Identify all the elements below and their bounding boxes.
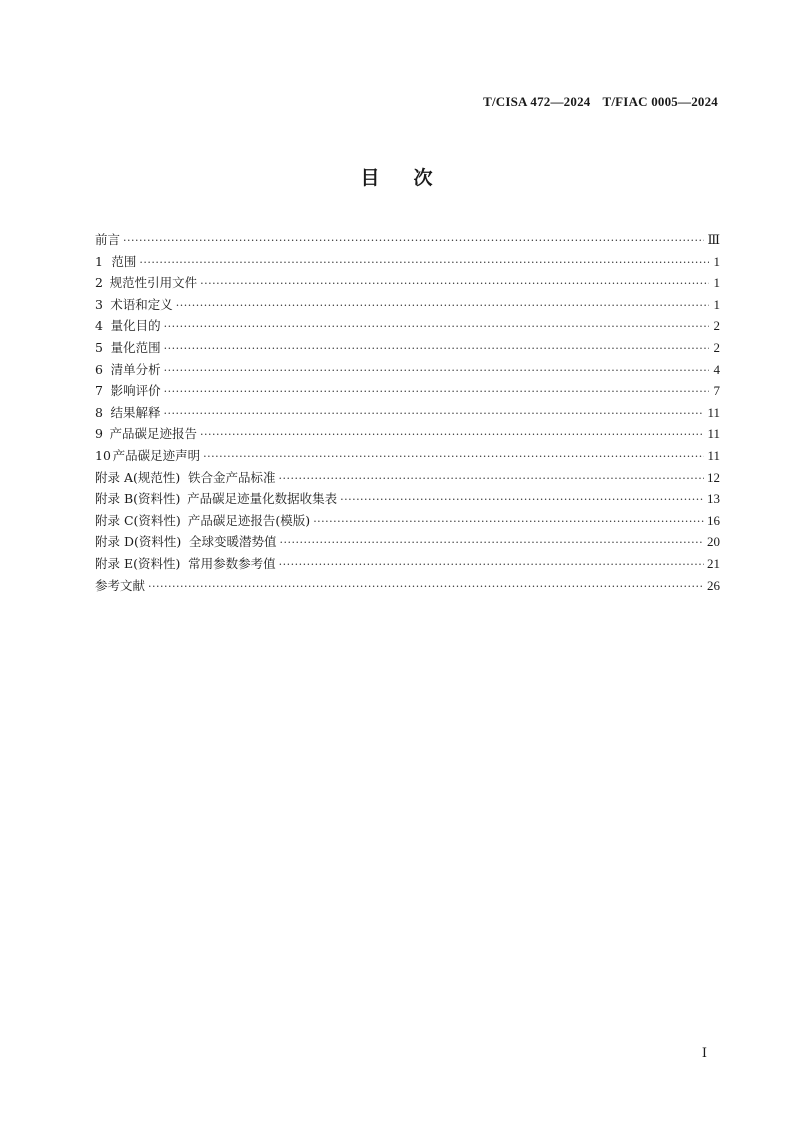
standard-code-header	[483, 94, 718, 110]
toc-entry-3[interactable]	[95, 294, 720, 316]
toc-dot-leader	[340, 489, 704, 511]
toc-entry-number: 10	[95, 447, 111, 463]
toc-entry-page: Ⅲ	[707, 232, 720, 247]
toc-dot-leader	[148, 576, 704, 598]
toc-entry-label: 影响评价	[110, 383, 161, 399]
toc-entry-label: 范围	[111, 253, 137, 269]
toc-entry-appendix-a[interactable]	[95, 467, 720, 489]
toc-dot-leader	[279, 554, 704, 576]
toc-dot-leader	[164, 381, 709, 403]
title-char-1: 目	[360, 167, 380, 189]
toc-entry-number: 7	[95, 383, 103, 399]
toc-entry-page: 11	[707, 447, 720, 463]
toc-entry-page: 11	[707, 426, 720, 442]
toc-entry-foreword[interactable]	[95, 229, 720, 251]
toc-appendix-number: 附录 B(资料性)	[95, 491, 181, 507]
toc-entry-label: 量化范围	[110, 339, 161, 355]
toc-dot-leader	[139, 252, 709, 274]
toc-entry-number: 9	[95, 426, 103, 442]
toc-entry-page: 1	[713, 275, 720, 291]
toc-entry-page: 2	[713, 339, 720, 355]
toc-entry-number: 3	[95, 296, 103, 312]
toc-dot-leader	[164, 316, 709, 338]
title-char-2: 次	[413, 167, 433, 189]
toc-dot-leader	[123, 230, 704, 252]
toc-entry-4[interactable]	[95, 315, 720, 337]
table-of-contents	[95, 229, 720, 596]
toc-entry-appendix-b[interactable]	[95, 488, 720, 510]
toc-entry-page: 26	[707, 577, 720, 593]
standard-code-fiac: T/FIAC 0005—2024	[602, 94, 718, 109]
toc-entry-8[interactable]	[95, 402, 720, 424]
toc-entry-label: 铁合金产品标准	[188, 469, 276, 485]
toc-entry-2[interactable]	[95, 272, 720, 294]
toc-dot-leader	[279, 468, 704, 490]
toc-appendix-number: 附录 E(资料性)	[95, 555, 181, 571]
toc-entry-number: 6	[95, 361, 103, 377]
toc-entry-number: 5	[95, 339, 103, 355]
toc-entry-label: 量化目的	[110, 318, 161, 334]
toc-entry-page: 11	[707, 404, 720, 420]
toc-entry-label: 规范性引用文件	[109, 275, 198, 291]
toc-dot-leader	[176, 295, 709, 317]
toc-entry-10[interactable]	[95, 445, 720, 467]
toc-entry-label: 结果解释	[110, 404, 161, 420]
toc-entry-1[interactable]	[95, 251, 720, 273]
toc-dot-leader	[313, 511, 704, 533]
toc-entry-page: 13	[707, 491, 720, 507]
toc-entry-page: 21	[707, 555, 720, 571]
toc-entry-page: 7	[713, 383, 720, 399]
toc-dot-leader	[164, 360, 709, 382]
toc-entry-number: 1	[95, 253, 103, 269]
toc-appendix-number: 附录 A(规范性)	[95, 469, 181, 485]
toc-entry-label: 常用参数参考值	[188, 555, 276, 571]
toc-entry-appendix-e[interactable]	[95, 553, 720, 575]
standard-code-cisa: T/CISA 472—2024	[483, 94, 591, 109]
toc-entry-appendix-d[interactable]	[95, 531, 720, 553]
toc-dot-leader	[164, 403, 705, 425]
toc-dot-leader	[200, 424, 704, 446]
toc-entry-number: 4	[95, 318, 103, 334]
page-title	[0, 163, 793, 190]
toc-entry-label: 产品碳足迹报告(模版)	[187, 512, 311, 528]
toc-entry-label: 产品碳足迹量化数据收集表	[187, 491, 338, 507]
toc-entry-7[interactable]	[95, 380, 720, 402]
toc-entry-9[interactable]	[95, 423, 720, 445]
toc-dot-leader	[280, 532, 704, 554]
toc-appendix-number: 附录 C(资料性)	[95, 512, 181, 528]
toc-appendix-number: 附录 D(资料性)	[95, 534, 182, 550]
toc-entry-page: 16	[707, 512, 720, 528]
toc-entry-label: 产品碳足迹声明	[112, 447, 201, 463]
toc-entry-page: 12	[707, 469, 720, 485]
toc-entry-number: 8	[95, 404, 103, 420]
toc-entry-page: 4	[713, 361, 720, 377]
toc-entry-page: 1	[713, 296, 720, 312]
toc-entry-label: 产品碳足迹报告	[109, 426, 197, 442]
toc-entry-appendix-c[interactable]	[95, 510, 720, 532]
toc-entry-bibliography[interactable]	[95, 575, 720, 597]
toc-dot-leader	[200, 273, 709, 295]
toc-entry-number: 2	[95, 275, 103, 291]
toc-entry-label: 术语和定义	[110, 296, 173, 312]
toc-entry-label: 前言	[95, 232, 121, 247]
toc-entry-page: 1	[713, 253, 720, 269]
toc-entry-label: 参考文献	[95, 577, 146, 593]
toc-entry-label: 全球变暖潜势值	[189, 534, 277, 550]
page-number: Ⅰ	[701, 1045, 707, 1060]
toc-entry-label: 清单分析	[110, 361, 161, 377]
toc-entry-6[interactable]	[95, 359, 720, 381]
toc-entry-page: 2	[713, 318, 720, 334]
toc-entry-5[interactable]	[95, 337, 720, 359]
toc-dot-leader	[164, 338, 709, 360]
toc-dot-leader	[203, 446, 704, 468]
toc-entry-page: 20	[707, 534, 720, 550]
